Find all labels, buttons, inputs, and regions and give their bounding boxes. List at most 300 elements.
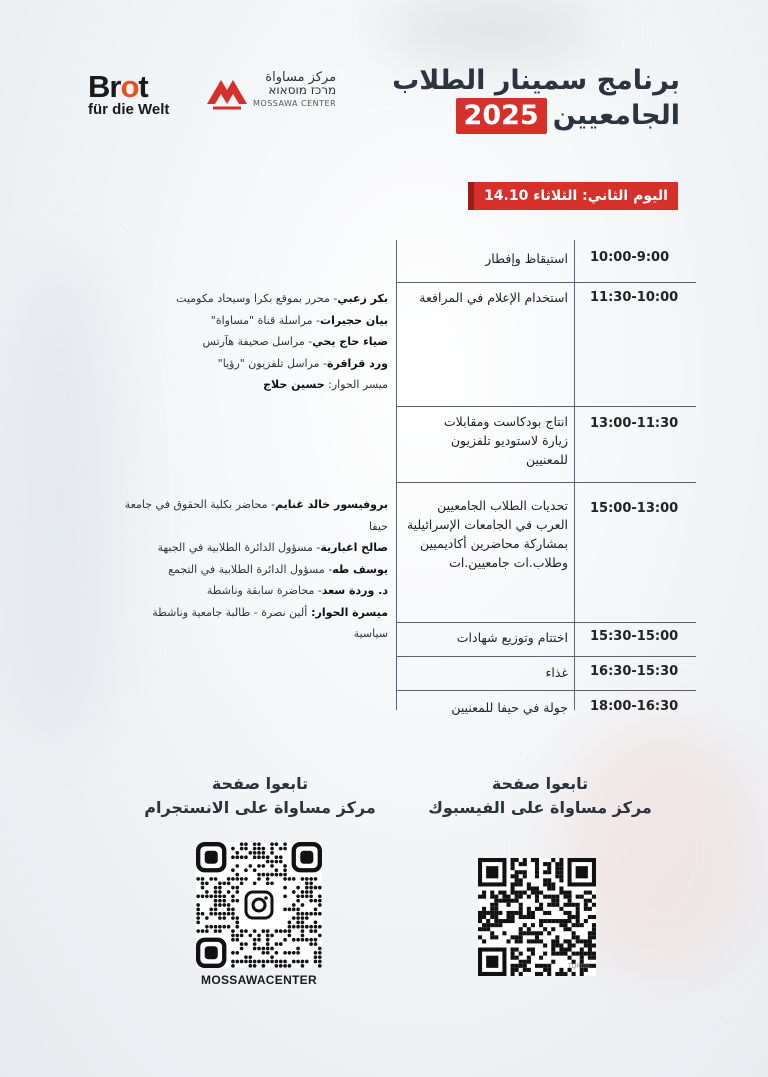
qr-module	[576, 915, 580, 919]
qr-module	[531, 952, 535, 956]
qr-module	[535, 899, 539, 903]
qr-module	[478, 919, 482, 923]
qr-module	[592, 935, 596, 939]
speakers-list	[120, 288, 388, 396]
qr-module	[584, 899, 588, 903]
activity-line: تحديات الطلاب الجامعيين	[437, 498, 568, 513]
activity	[380, 496, 568, 572]
qr-module	[235, 855, 239, 859]
qr-module	[262, 929, 266, 933]
qr-module	[482, 911, 486, 915]
qr-module	[511, 858, 515, 862]
qr-module	[515, 874, 519, 878]
qr-module	[535, 891, 539, 895]
qr-module	[535, 866, 539, 870]
qr-module	[515, 858, 519, 862]
qr-module	[209, 877, 213, 881]
qr-module	[498, 919, 502, 923]
qr-module	[588, 891, 592, 895]
qr-module	[318, 903, 322, 907]
qr-module	[266, 873, 270, 877]
qr-module	[494, 919, 498, 923]
qr-module	[275, 964, 279, 968]
qr-module	[551, 960, 555, 964]
qr-module	[547, 895, 551, 899]
qr-module	[235, 938, 239, 942]
qr-module	[494, 895, 498, 899]
qr-module	[547, 968, 551, 972]
qr-module	[486, 911, 490, 915]
qr-module	[309, 929, 313, 933]
qr-module	[580, 948, 584, 952]
qr-module	[309, 899, 313, 903]
qr-module	[563, 923, 567, 927]
qr-module	[301, 934, 305, 938]
qr-module	[555, 870, 559, 874]
qr-module	[314, 921, 318, 925]
qr-module	[519, 935, 523, 939]
qr-module	[288, 951, 292, 955]
qr-module	[283, 877, 287, 881]
qr-module	[218, 912, 222, 916]
qr-module	[253, 851, 257, 855]
qr-module	[519, 907, 523, 911]
qr-module	[218, 925, 222, 929]
facebook-qr-code[interactable]	[478, 858, 596, 976]
background-blur	[0, 250, 120, 750]
qr-module	[262, 951, 266, 955]
qr-module	[490, 903, 494, 907]
qr-module	[257, 960, 261, 964]
qr-module	[275, 942, 279, 946]
qr-module	[218, 886, 222, 890]
qr-module	[478, 935, 482, 939]
qr-module	[543, 878, 547, 882]
speaker-line	[120, 310, 388, 332]
qr-module	[279, 960, 283, 964]
qr-module	[275, 855, 279, 859]
qr-module	[539, 891, 543, 895]
qr-module	[253, 947, 257, 951]
qr-module	[248, 964, 252, 968]
qr-module	[257, 934, 261, 938]
qr-module	[519, 960, 523, 964]
qr-module	[253, 842, 257, 846]
qr-module	[555, 935, 559, 939]
speaker-name: صالح اغبارية	[320, 541, 388, 554]
qr-module	[279, 847, 283, 851]
qr-module	[502, 919, 506, 923]
qr-module	[588, 915, 592, 919]
qr-module	[222, 881, 226, 885]
speaker-line	[120, 288, 388, 310]
qr-module	[248, 864, 252, 868]
qr-module	[283, 938, 287, 942]
qr-module	[535, 874, 539, 878]
qr-module	[222, 925, 226, 929]
speaker-role: - محاضرة سابقة وناشطة	[206, 584, 322, 597]
qr-module	[288, 929, 292, 933]
qr-module	[201, 894, 205, 898]
qr-module	[543, 919, 547, 923]
qr-module	[494, 915, 498, 919]
qr-module	[506, 899, 510, 903]
qr-module	[240, 881, 244, 885]
qr-module	[547, 931, 551, 935]
qr-module	[205, 881, 209, 885]
qr-module	[515, 882, 519, 886]
qr-module	[523, 891, 527, 895]
qr-module	[288, 925, 292, 929]
qr-module	[559, 919, 563, 923]
qr-module	[318, 960, 322, 964]
qr-module	[515, 968, 519, 972]
qr-module	[248, 851, 252, 855]
qr-module	[523, 960, 527, 964]
qr-module	[244, 929, 248, 933]
qr-module	[592, 895, 596, 899]
qr-module	[205, 894, 209, 898]
qr-module	[253, 964, 257, 968]
qr-module	[235, 934, 239, 938]
qr-module	[305, 960, 309, 964]
qr-module	[588, 939, 592, 943]
qr-module	[214, 903, 218, 907]
qr-module	[535, 870, 539, 874]
qr-module	[490, 907, 494, 911]
title-line-2	[392, 98, 680, 134]
qr-module	[275, 873, 279, 877]
qr-module	[551, 858, 555, 862]
qr-module	[305, 886, 309, 890]
speaker-line	[120, 494, 388, 537]
qr-module	[478, 911, 482, 915]
qr-module	[257, 873, 261, 877]
moderator-name: ألين نصرة - طالبة جامعية وناشطة سياسية	[152, 605, 388, 640]
qr-module	[314, 938, 318, 942]
qr-module	[511, 886, 515, 890]
qr-module	[482, 939, 486, 943]
qr-module	[551, 895, 555, 899]
activity	[380, 698, 568, 717]
qr-module	[301, 925, 305, 929]
qr-module	[588, 935, 592, 939]
qr-module	[296, 951, 300, 955]
time-slot: 15:00-13:00	[590, 501, 679, 516]
qr-module	[209, 894, 213, 898]
qr-module	[527, 895, 531, 899]
qr-module	[218, 894, 222, 898]
qr-module	[205, 929, 209, 933]
qr-finder-center	[205, 851, 218, 864]
qr-module	[318, 964, 322, 968]
qr-module	[270, 847, 274, 851]
qr-module	[555, 862, 559, 866]
qr-module	[555, 866, 559, 870]
qr-module	[576, 907, 580, 911]
column-divider	[574, 240, 575, 710]
qr-module	[240, 960, 244, 964]
qr-module	[506, 919, 510, 923]
qr-module	[576, 903, 580, 907]
qr-module	[592, 952, 596, 956]
brot-fur-die-welt-logo	[88, 69, 170, 118]
qr-module	[592, 915, 596, 919]
qr-module	[539, 956, 543, 960]
qr-module	[301, 916, 305, 920]
qr-module	[231, 964, 235, 968]
mossawa-arabic-name: مركز مساواة	[265, 69, 337, 85]
qr-module	[296, 912, 300, 916]
qr-module	[240, 842, 244, 846]
qr-module	[531, 915, 535, 919]
qr-module	[318, 886, 322, 890]
qr-module	[292, 890, 296, 894]
qr-module	[288, 934, 292, 938]
qr-module	[584, 891, 588, 895]
qr-module	[519, 911, 523, 915]
qr-module	[301, 877, 305, 881]
qr-module	[266, 860, 270, 864]
qr-module	[301, 912, 305, 916]
qr-module	[519, 903, 523, 907]
qr-module	[253, 929, 257, 933]
qr-module	[283, 868, 287, 872]
qr-module	[231, 912, 235, 916]
qr-module	[196, 894, 200, 898]
qr-module	[301, 894, 305, 898]
qr-module	[535, 895, 539, 899]
qr-module	[262, 947, 266, 951]
qr-module	[305, 938, 309, 942]
qr-module	[218, 903, 222, 907]
qr-module	[214, 894, 218, 898]
qr-module	[288, 921, 292, 925]
qr-module	[555, 972, 559, 976]
qr-module	[588, 907, 592, 911]
qr-module	[502, 895, 506, 899]
qr-module	[314, 929, 318, 933]
qr-module	[218, 899, 222, 903]
qr-module	[318, 955, 322, 959]
qr-module	[527, 882, 531, 886]
speaker-line	[120, 353, 388, 375]
qr-module	[301, 960, 305, 964]
qr-module	[584, 943, 588, 947]
qr-module	[482, 915, 486, 919]
qr-module	[309, 886, 313, 890]
qr-module	[490, 915, 494, 919]
qr-module	[279, 964, 283, 968]
qr-module	[547, 882, 551, 886]
qr-module	[555, 943, 559, 947]
speaker-line	[120, 580, 388, 602]
qr-module	[270, 955, 274, 959]
qr-module	[214, 929, 218, 933]
qr-module	[519, 952, 523, 956]
qr-module	[296, 925, 300, 929]
mossawa-english-name: MOSSAWA CENTER	[253, 98, 337, 108]
qr-module	[523, 964, 527, 968]
qr-module	[576, 923, 580, 927]
qr-module	[262, 960, 266, 964]
activity-line: جولة في حيفا للمعنيين	[451, 700, 568, 715]
instagram-qr-code[interactable]	[196, 842, 322, 968]
speaker-role: - مراسلة قناة "مساواة"	[210, 313, 321, 327]
qr-module	[305, 894, 309, 898]
speaker-line	[120, 559, 388, 581]
qr-module	[535, 935, 539, 939]
qr-module	[551, 927, 555, 931]
qr-module	[486, 919, 490, 923]
qr-module	[244, 868, 248, 872]
qr-module	[519, 882, 523, 886]
qr-module	[551, 882, 555, 886]
speaker-line	[120, 602, 388, 645]
qr-module	[227, 925, 231, 929]
qr-module	[301, 890, 305, 894]
qr-module	[535, 931, 539, 935]
instagram-qr-pattern	[196, 842, 322, 968]
facebook-follow-line2: مركز مساواة على الفيسبوك	[428, 798, 652, 817]
instagram-follow-text	[140, 772, 380, 820]
qr-module	[563, 903, 567, 907]
qr-module	[555, 939, 559, 943]
qr-module	[568, 939, 572, 943]
qr-module	[576, 935, 580, 939]
qr-module	[196, 903, 200, 907]
qr-module	[201, 886, 205, 890]
qr-module	[511, 964, 515, 968]
qr-generator-brand: TQRCG	[568, 964, 590, 970]
qr-module	[568, 943, 572, 947]
qr-module	[318, 925, 322, 929]
qr-module	[222, 899, 226, 903]
qr-module	[201, 929, 205, 933]
page-title	[392, 64, 680, 134]
qr-module	[231, 960, 235, 964]
qr-module	[309, 890, 313, 894]
qr-module	[309, 938, 313, 942]
qr-module	[519, 939, 523, 943]
qr-module	[283, 864, 287, 868]
qr-module	[305, 890, 309, 894]
qr-module	[305, 916, 309, 920]
qr-module	[205, 916, 209, 920]
qr-module	[240, 942, 244, 946]
qr-module	[270, 842, 274, 846]
qr-module	[531, 858, 535, 862]
qr-module	[563, 919, 567, 923]
qr-module	[576, 895, 580, 899]
qr-module	[559, 972, 563, 976]
qr-module	[568, 915, 572, 919]
qr-module	[568, 948, 572, 952]
qr-module	[490, 891, 494, 895]
qr-module	[559, 862, 563, 866]
year-badge: 2025	[456, 98, 547, 134]
qr-module	[568, 891, 572, 895]
qr-module	[535, 858, 539, 862]
qr-module	[482, 891, 486, 895]
qr-module	[568, 899, 572, 903]
qr-module	[515, 956, 519, 960]
qr-module	[519, 931, 523, 935]
qr-module	[494, 923, 498, 927]
qr-module	[296, 916, 300, 920]
qr-module	[506, 915, 510, 919]
qr-module	[559, 866, 563, 870]
qr-module	[214, 912, 218, 916]
qr-module	[266, 942, 270, 946]
qr-module	[515, 899, 519, 903]
qr-module	[283, 951, 287, 955]
qr-module	[266, 877, 270, 881]
qr-module	[502, 891, 506, 895]
qr-module	[527, 911, 531, 915]
qr-module	[511, 935, 515, 939]
qr-module	[270, 860, 274, 864]
qr-module	[262, 855, 266, 859]
qr-module	[314, 942, 318, 946]
activity	[380, 249, 568, 268]
qr-module	[539, 907, 543, 911]
qr-module	[283, 929, 287, 933]
qr-module	[572, 943, 576, 947]
facebook-qr-pattern	[478, 858, 596, 976]
mossawa-mark-icon	[205, 70, 249, 110]
qr-module	[196, 916, 200, 920]
qr-module	[205, 925, 209, 929]
qr-module	[543, 968, 547, 972]
qr-module	[235, 851, 239, 855]
qr-module	[201, 881, 205, 885]
qr-module	[248, 955, 252, 959]
qr-module	[253, 960, 257, 964]
qr-module	[506, 895, 510, 899]
qr-module	[301, 964, 305, 968]
qr-module	[559, 948, 563, 952]
qr-module	[511, 952, 515, 956]
qr-module	[296, 947, 300, 951]
qr-module	[478, 915, 482, 919]
qr-module	[275, 842, 279, 846]
qr-module	[257, 847, 261, 851]
qr-module	[527, 956, 531, 960]
qr-module	[527, 886, 531, 890]
qr-module	[572, 915, 576, 919]
qr-module	[531, 931, 535, 935]
activity-line: استخدام الإعلام في المرافعة	[419, 290, 568, 305]
qr-module	[494, 911, 498, 915]
qr-module	[576, 952, 580, 956]
qr-module	[559, 952, 563, 956]
activity	[380, 663, 568, 682]
qr-module	[314, 955, 318, 959]
qr-module	[563, 972, 567, 976]
qr-module	[551, 919, 555, 923]
speaker-line	[120, 537, 388, 559]
activity-line: للمعنيين	[525, 452, 568, 467]
qr-module	[240, 855, 244, 859]
qr-module	[270, 947, 274, 951]
qr-module	[539, 923, 543, 927]
qr-module	[235, 864, 239, 868]
qr-module	[209, 912, 213, 916]
qr-module	[309, 912, 313, 916]
qr-module	[262, 864, 266, 868]
qr-module	[563, 895, 567, 899]
